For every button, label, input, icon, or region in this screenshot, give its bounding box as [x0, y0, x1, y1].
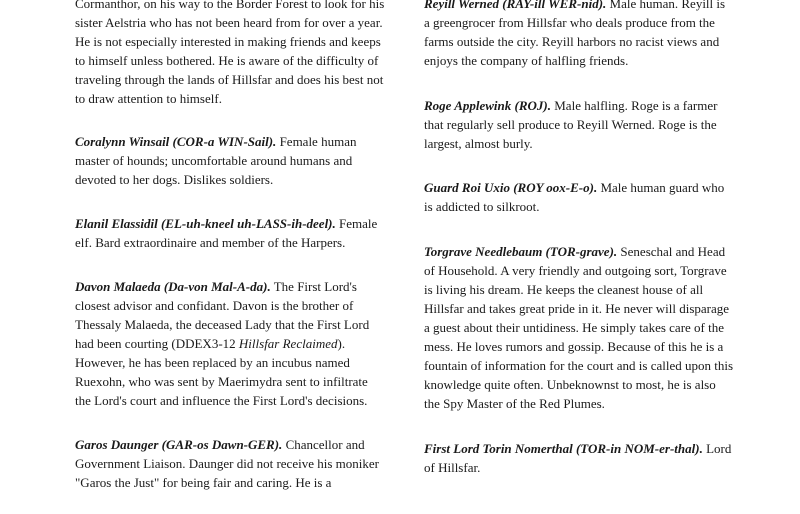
- npc-entry: [424, 0, 734, 70]
- npc-entry: [75, 435, 385, 492]
- entry-text: Lord of Hillsfar.: [424, 441, 732, 475]
- entry-text: The First Lord's closest advisor and confidant. Davon is the brother of Thessaly Malaeda, the deceased Lady that the First Lord had been courting (DDEX3-12: [75, 279, 370, 351]
- entry-text: ). However, he has been replaced by an incubus named Ruexohn, who was sent by Maerimydra sent to infiltrate the Lord's court and influence the First Lord's decisions.: [75, 336, 368, 408]
- npc-name: Elanil Elassidil (EL-uh-kneel uh-LASS-ih-deel).: [75, 216, 336, 231]
- entry-text: Male human. Reyill is a greengrocer from Hillsfar who deals produce from the farms outside the city. Reyill harbors no racist views and enjoys the company of halfling friends.: [424, 0, 726, 68]
- npc-name: Davon Malaeda (Da-von Mal-A-da).: [75, 279, 271, 294]
- npc-entry: [75, 132, 385, 189]
- right-column: [424, 0, 734, 499]
- entry-text: Male human guard who is addicted to silkroot.: [424, 180, 725, 214]
- entry-text: Female human master of hounds; uncomfortable around humans and devoted to her dogs. Dislikes soldiers.: [75, 134, 357, 187]
- npc-name: First Lord Torin Nomerthal (TOR-in NOM-er-thal).: [424, 441, 703, 456]
- npc-name: Guard Roi Uxio (ROY oox-E-o).: [424, 180, 598, 195]
- npc-entry: [75, 0, 385, 108]
- npc-name: Garos Daunger (GAR-os Dawn-GER).: [75, 437, 283, 452]
- entry-text: Chancellor and Government Liaison. Daunger did not receive his moniker "Garos the Just" for being fair and caring. He is a: [75, 437, 379, 490]
- entry-text: Cormanthor, on his way to the Border Forest to look for his sister Aelstria who has not been heard from for over a year. He is not especially interested in making friends and keeps to himself unless bothered. He is aware of the difficulty of traveling through the lands of Hillsfar and does his best not to draw attention to himself.: [75, 0, 385, 106]
- adventure-title: Hillsfar Reclaimed: [238, 336, 338, 351]
- npc-name: Reyill Werned (RAY-ill WER-nid).: [424, 0, 607, 11]
- left-column: [75, 0, 385, 514]
- npc-entry: [424, 178, 734, 216]
- npc-entry: [424, 242, 734, 413]
- entry-text: Seneschal and Head of Household. A very friendly and outgoing sort, Torgrave is living his dream. He keeps the cleanest house of all Hillsfar and takes great pride in it. He never will disparage a guest about their untidiness. He simply takes care of the mess. He loves rumors and gossip. Because of this he is a fountain of information for the court and is called upon this knowledge quite often. Unbeknownst to most, he is also the Spy Master of the Red Plumes.: [424, 244, 734, 411]
- npc-entry: [424, 96, 734, 153]
- entry-text: Male halfling. Roge is a farmer that regularly sell produce to Reyill Werned. Roge is the largest, almost burly.: [424, 98, 718, 151]
- npc-entry: [424, 439, 734, 477]
- npc-name: Coralynn Winsail (COR-a WIN-Sail).: [75, 134, 277, 149]
- npc-entry: [75, 277, 385, 410]
- npc-entry: [75, 214, 385, 252]
- npc-name: Torgrave Needlebaum (TOR-grave).: [424, 244, 618, 259]
- entry-text: Female elf. Bard extraordinaire and member of the Harpers.: [75, 216, 378, 250]
- npc-name: Roge Applewink (ROJ).: [424, 98, 551, 113]
